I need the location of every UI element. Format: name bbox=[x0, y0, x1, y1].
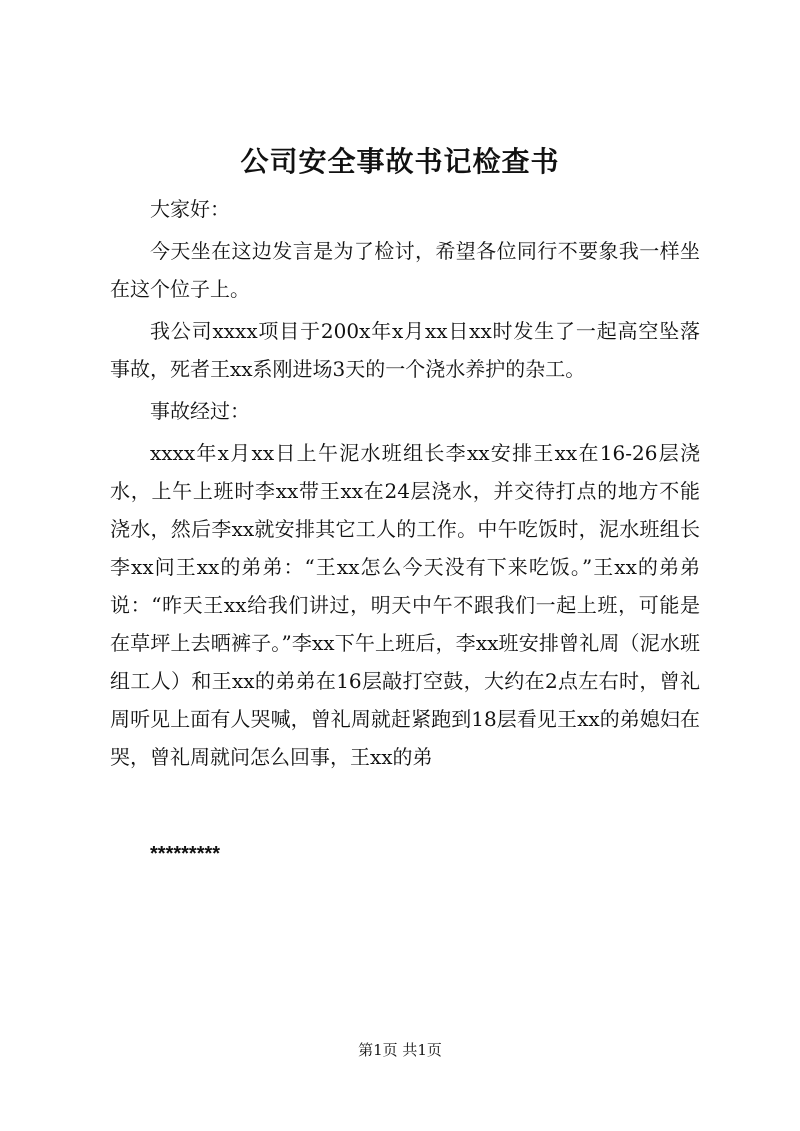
paragraph-process-heading: 事故经过： bbox=[150, 399, 250, 423]
paragraph-intro: 今天坐在这边发言是为了检讨，希望各位同行不要象我一样坐在这个位子上。 bbox=[110, 239, 700, 301]
paragraph-accident-summary: 我公司xxxx项目于200x年x月xx日xx时发生了一起高空坠落事故，死者王xx系刚进场3天的一个浇水养护的杂工。 bbox=[110, 319, 700, 381]
paragraph-greeting: 大家好： bbox=[150, 197, 230, 221]
document-body bbox=[110, 190, 700, 776]
paragraph-process-details: xxxx年x月xx日上午泥水班组长李xx安排王xx在16-26层浇水，上午上班时李xx带王xx在24层浇水，并交待打点的地方不能浇水，然后李xx就安排其它工人的工作。中午吃饭时，泥水班组长李xx问王xx的弟弟：“王xx怎么今天没有下来吃饭。”王xx的弟弟说：“昨天王xx给我们讲过，明天中午不跟我们一起上班，可能是在草坪上去晒裤子。”李xx下午上班后，李xx班安排曾礼周（泥水班组工人）和王xx的弟弟在16层敲打空鼓，大约在2点左右时，曾礼周听见上面有人哭喊，曾礼周就赶紧跑到18层看见王xx的弟媳妇在哭，曾礼周就问怎么回事，王xx的弟 bbox=[110, 441, 700, 769]
page-footer: 第1页 共1页 bbox=[358, 1041, 442, 1059]
document-title: 公司安全事故书记检查书 bbox=[240, 145, 560, 178]
separator-stars: ********* bbox=[150, 843, 221, 865]
